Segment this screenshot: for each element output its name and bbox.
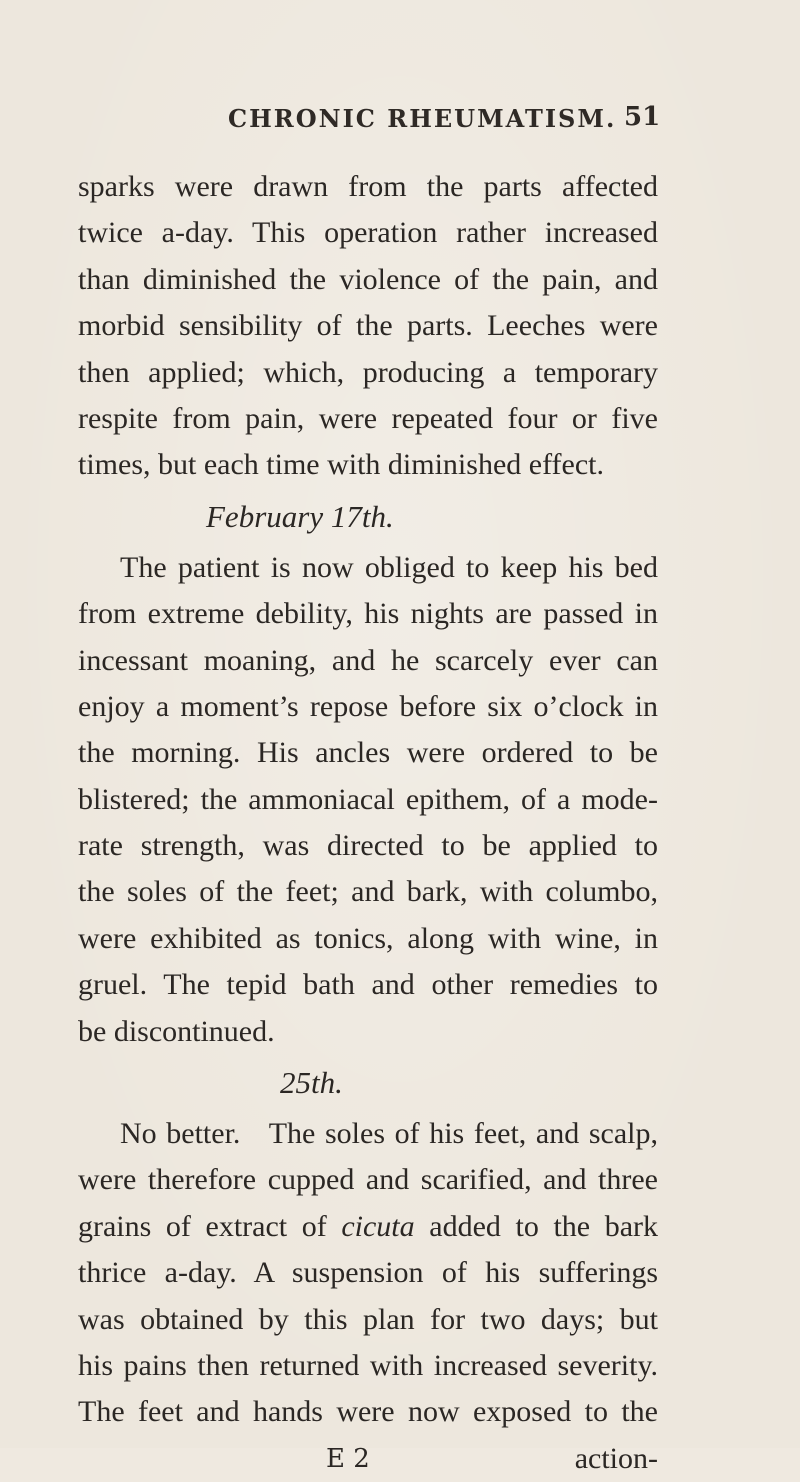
text-line: The feet and hands were now exposed to the — [78, 1395, 658, 1429]
text-line: his pains then returned with increased severity. — [78, 1348, 658, 1382]
catchword: action- — [574, 1441, 658, 1475]
text-line: then applied; which, producing a temporary — [78, 355, 658, 389]
text-line: from extreme debility, his nights are passed in — [78, 597, 658, 631]
text-line: were therefore cupped and scarified, and three — [78, 1163, 658, 1197]
text-line: blistered; the ammoniacal epithem, of a mode- — [78, 782, 658, 816]
text-line: gruel. The tepid bath and other remedies to — [78, 968, 658, 1002]
text-line: The patient is now obliged to keep his bed — [120, 550, 658, 584]
text-line: sparks were drawn from the parts affected — [78, 170, 658, 203]
text-line: morbid sensibility of the parts. Leeches were — [78, 309, 658, 343]
date-heading-25th: 25th. — [280, 1065, 343, 1101]
text-line — [78, 1111, 658, 1157]
text-line: rate strength, was directed to be applied to — [78, 829, 658, 863]
text-line: than diminished the violence of the pain, and — [78, 262, 658, 296]
text-line: enjoy a moment’s repose before six o’clock in — [78, 689, 658, 723]
text-line: twice a-day. This operation rather increased — [78, 216, 658, 250]
text-line: thrice a-day. A suspension of his sufferings — [78, 1256, 658, 1290]
text-line: the morning. His ancles were ordered to be — [78, 736, 658, 770]
running-head — [0, 104, 800, 144]
text-line: the soles of the feet; and bark, with columbo, — [78, 875, 658, 909]
text-line: was obtained by this plan for two days; but — [78, 1302, 658, 1336]
text-line: were exhibited as tonics, along with wine, in — [78, 921, 658, 955]
page-number: 51 — [624, 102, 661, 132]
text-run: No better. — [120, 1117, 241, 1151]
running-title: CHRONIC RHEUMATISM. — [228, 104, 617, 133]
italic-term: cicuta — [341, 1209, 415, 1243]
text-line: times, but each time with diminished effect. — [78, 448, 604, 482]
text-run: The soles of his feet, and scalp, — [268, 1117, 658, 1151]
text-line: incessant moaning, and he scarcely ever can — [78, 643, 658, 677]
signature-mark: E 2 — [326, 1443, 370, 1474]
text-line: respite from pain, were repeated four or five — [78, 401, 658, 435]
footer-row — [78, 1436, 658, 1482]
text-run: grains of extract of — [78, 1209, 327, 1243]
text-block — [78, 164, 658, 1482]
text-line: be discontinued. — [78, 1014, 275, 1048]
text-run: added to the bark — [429, 1209, 659, 1243]
text-line — [78, 1204, 658, 1250]
date-heading-february: February 17th. — [206, 498, 394, 534]
